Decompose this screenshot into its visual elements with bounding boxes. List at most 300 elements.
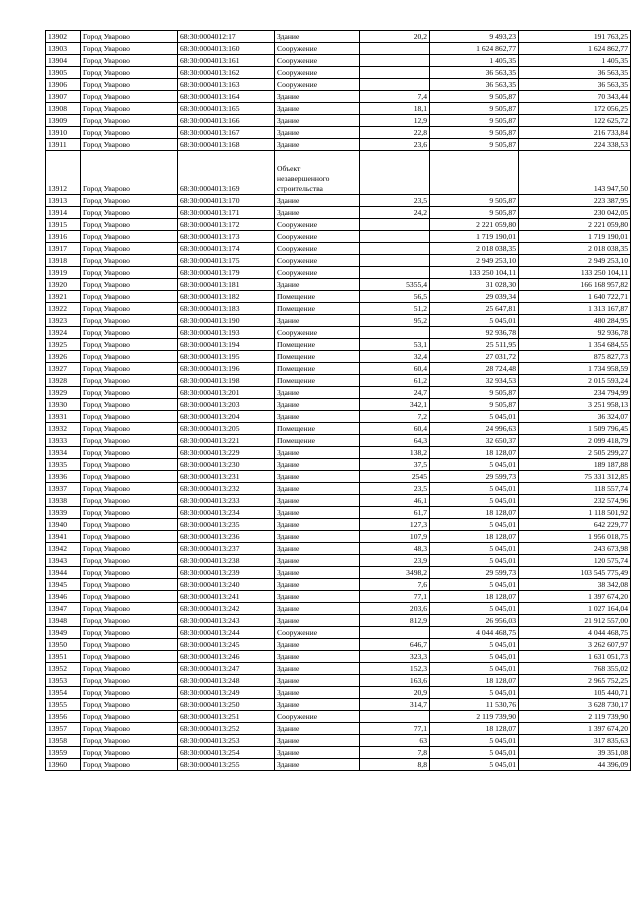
cadastral-value-cell: 3 251 958,13 [519,399,631,411]
cadastral-number-cell: 68:30:0004013:171 [178,207,275,219]
row-number-cell: 13918 [46,255,81,267]
row-number-cell: 13948 [46,615,81,627]
row-number-cell: 13958 [46,735,81,747]
object-type-cell: Здание [275,651,360,663]
object-type-cell: Здание [275,127,360,139]
object-type-cell: Здание [275,687,360,699]
row-number-cell: 13921 [46,291,81,303]
area-cell [360,255,430,267]
cadastral-number-cell: 68:30:0004013:203 [178,399,275,411]
cadastral-value-cell: 223 387,95 [519,195,631,207]
cadastral-value-cell: 105 440,71 [519,687,631,699]
specific-value-cell: 28 724,48 [430,363,519,375]
locality-cell: Город Уварово [81,255,178,267]
table-row [46,699,631,711]
cadastral-number-cell: 68:30:0004013:161 [178,55,275,67]
table-row [46,43,631,55]
cadastral-value-cell: 1 397 674,20 [519,591,631,603]
table-row [46,543,631,555]
area-cell: 7,8 [360,747,430,759]
cadastral-value-cell: 243 673,98 [519,543,631,555]
cadastral-number-cell: 68:30:0004013:221 [178,435,275,447]
cadastral-value-cell: 1 734 958,59 [519,363,631,375]
specific-value-cell: 31 028,30 [430,279,519,291]
locality-cell: Город Уварово [81,139,178,151]
locality-cell: Город Уварово [81,43,178,55]
specific-value-cell: 5 045,01 [430,663,519,675]
cadastral-value-cell: 2 099 418,79 [519,435,631,447]
cadastral-number-cell: 68:30:0004013:183 [178,303,275,315]
object-type-cell: Здание [275,615,360,627]
row-number-cell: 13956 [46,711,81,723]
area-cell: 46,1 [360,495,430,507]
specific-value-cell: 32 934,53 [430,375,519,387]
object-type-cell: Здание [275,483,360,495]
cadastral-value-cell: 133 250 104,11 [519,267,631,279]
area-cell: 8,8 [360,759,430,771]
area-cell: 2545 [360,471,430,483]
cadastral-number-cell: 68:30:0004013:248 [178,675,275,687]
specific-value-cell: 25 647,81 [430,303,519,315]
object-type-cell: Здание [275,115,360,127]
cadastral-number-cell: 68:30:0004013:182 [178,291,275,303]
object-type-cell: Сооружение [275,243,360,255]
locality-cell: Город Уварово [81,55,178,67]
row-number-cell: 13947 [46,603,81,615]
table-row [46,759,631,771]
object-type-cell: Здание [275,447,360,459]
cadastral-number-cell: 68:30:0004013:179 [178,267,275,279]
object-type-cell: Здание [275,543,360,555]
area-cell [360,67,430,79]
area-cell: 77,1 [360,591,430,603]
area-cell: 127,3 [360,519,430,531]
area-cell: 107,9 [360,531,430,543]
area-cell [360,151,430,195]
object-type-cell: Здание [275,387,360,399]
table-row [46,231,631,243]
specific-value-cell: 18 128,07 [430,447,519,459]
object-type-cell: Сооружение [275,79,360,91]
table-row [46,339,631,351]
cadastral-value-cell: 2 965 752,25 [519,675,631,687]
locality-cell: Город Уварово [81,115,178,127]
area-cell: 77,1 [360,723,430,735]
object-type-cell: Здание [275,603,360,615]
cadastral-number-cell: 68:30:0004013:173 [178,231,275,243]
row-number-cell: 13945 [46,579,81,591]
area-cell: 203,6 [360,603,430,615]
cadastral-number-cell: 68:30:0004013:252 [178,723,275,735]
cadastral-value-cell: 75 331 312,85 [519,471,631,483]
cadastral-number-cell: 68:30:0004012:17 [178,31,275,43]
cadastral-number-cell: 68:30:0004013:234 [178,507,275,519]
specific-value-cell: 2 949 253,10 [430,255,519,267]
specific-value-cell: 26 956,03 [430,615,519,627]
specific-value-cell: 36 563,35 [430,79,519,91]
cadastral-number-cell: 68:30:0004013:230 [178,459,275,471]
specific-value-cell: 2 018 038,35 [430,243,519,255]
area-cell: 95,2 [360,315,430,327]
cadastral-value-cell: 3 262 607,97 [519,639,631,651]
row-number-cell: 13922 [46,303,81,315]
locality-cell: Город Уварово [81,423,178,435]
object-type-cell: Сооружение [275,255,360,267]
specific-value-cell: 9 505,87 [430,207,519,219]
object-type-cell: Здание [275,591,360,603]
object-type-cell: Помещение [275,303,360,315]
object-type-cell: Здание [275,699,360,711]
specific-value-cell: 9 505,87 [430,127,519,139]
object-type-cell: Сооружение [275,219,360,231]
table-row [46,723,631,735]
cadastral-value-cell: 70 343,44 [519,91,631,103]
table-row [46,151,631,195]
area-cell [360,711,430,723]
specific-value-cell: 5 045,01 [430,495,519,507]
object-type-cell: Здание [275,495,360,507]
row-number-cell: 13914 [46,207,81,219]
table-row [46,663,631,675]
locality-cell: Город Уварово [81,207,178,219]
cadastral-value-cell: 1 405,35 [519,55,631,67]
area-cell: 12,9 [360,115,430,127]
cadastral-number-cell: 68:30:0004013:237 [178,543,275,555]
area-cell: 56,5 [360,291,430,303]
area-cell: 24,2 [360,207,430,219]
locality-cell: Город Уварово [81,351,178,363]
locality-cell: Город Уварово [81,363,178,375]
table-row [46,555,631,567]
cadastral-number-cell: 68:30:0004013:241 [178,591,275,603]
cadastral-number-cell: 68:30:0004013:250 [178,699,275,711]
cadastral-number-cell: 68:30:0004013:168 [178,139,275,151]
specific-value-cell: 5 045,01 [430,747,519,759]
object-type-cell: Здание [275,471,360,483]
cadastral-value-cell: 1 397 674,20 [519,723,631,735]
cadastral-value-cell: 216 733,84 [519,127,631,139]
cadastral-number-cell: 68:30:0004013:205 [178,423,275,435]
locality-cell: Город Уварово [81,483,178,495]
table-row [46,495,631,507]
cadastral-number-cell: 68:30:0004013:229 [178,447,275,459]
area-cell: 48,3 [360,543,430,555]
object-type-cell: Сооружение [275,231,360,243]
cadastral-number-cell: 68:30:0004013:193 [178,327,275,339]
area-cell: 22,8 [360,127,430,139]
locality-cell: Город Уварово [81,627,178,639]
table-row [46,91,631,103]
row-number-cell: 13912 [46,151,81,195]
specific-value-cell: 5 045,01 [430,639,519,651]
area-cell [360,627,430,639]
specific-value-cell: 5 045,01 [430,459,519,471]
row-number-cell: 13950 [46,639,81,651]
area-cell: 20,9 [360,687,430,699]
object-type-cell: Здание [275,399,360,411]
locality-cell: Город Уварово [81,459,178,471]
table-row [46,139,631,151]
cadastral-value-cell: 39 351,08 [519,747,631,759]
specific-value-cell: 9 505,87 [430,103,519,115]
row-number-cell: 13909 [46,115,81,127]
row-number-cell: 13942 [46,543,81,555]
table-row [46,519,631,531]
table-row [46,103,631,115]
row-number-cell: 13903 [46,43,81,55]
specific-value-cell: 18 128,07 [430,591,519,603]
object-type-cell: Здание [275,555,360,567]
specific-value-cell: 5 045,01 [430,579,519,591]
locality-cell: Город Уварово [81,567,178,579]
object-type-cell: Помещение [275,291,360,303]
cadastral-number-cell: 68:30:0004013:172 [178,219,275,231]
table-row [46,591,631,603]
table-row [46,651,631,663]
cadastral-value-cell: 2 119 739,90 [519,711,631,723]
cadastral-number-cell: 68:30:0004013:166 [178,115,275,127]
locality-cell: Город Уварово [81,759,178,771]
cadastral-value-cell: 317 835,63 [519,735,631,747]
cadastral-number-cell: 68:30:0004013:235 [178,519,275,531]
table-row [46,315,631,327]
cadastral-number-cell: 68:30:0004013:239 [178,567,275,579]
cadastral-value-cell: 232 574,96 [519,495,631,507]
area-cell: 7,6 [360,579,430,591]
area-cell [360,55,430,67]
locality-cell: Город Уварово [81,151,178,195]
table-row [46,615,631,627]
table-row [46,351,631,363]
object-type-cell: Здание [275,531,360,543]
row-number-cell: 13911 [46,139,81,151]
row-number-cell: 13941 [46,531,81,543]
area-cell: 138,2 [360,447,430,459]
cadastral-number-cell: 68:30:0004013:253 [178,735,275,747]
table-row [46,291,631,303]
area-cell: 60,4 [360,363,430,375]
object-type-cell: Здание [275,207,360,219]
area-cell: 24,7 [360,387,430,399]
cadastral-number-cell: 68:30:0004013:194 [178,339,275,351]
table-row [46,219,631,231]
row-number-cell: 13932 [46,423,81,435]
cadastral-value-cell: 36 324,07 [519,411,631,423]
table-row [46,363,631,375]
locality-cell: Город Уварово [81,127,178,139]
table-row [46,207,631,219]
locality-cell: Город Уварово [81,675,178,687]
area-cell: 342,1 [360,399,430,411]
locality-cell: Город Уварово [81,243,178,255]
object-type-cell: Сооружение [275,627,360,639]
table-row [46,687,631,699]
specific-value-cell: 5 045,01 [430,483,519,495]
locality-cell: Город Уварово [81,543,178,555]
specific-value-cell: 5 045,01 [430,735,519,747]
cadastral-value-cell: 36 563,35 [519,67,631,79]
area-cell: 23,5 [360,195,430,207]
specific-value-cell: 18 128,07 [430,507,519,519]
specific-value-cell: 5 045,01 [430,411,519,423]
cadastral-value-cell: 2 505 299,27 [519,447,631,459]
locality-cell: Город Уварово [81,375,178,387]
object-type-cell: Здание [275,579,360,591]
object-type-cell: Здание [275,411,360,423]
specific-value-cell: 5 045,01 [430,687,519,699]
table-row [46,675,631,687]
table-row [46,303,631,315]
area-cell: 53,1 [360,339,430,351]
table-row [46,375,631,387]
area-cell: 314,7 [360,699,430,711]
cadastral-number-cell: 68:30:0004013:244 [178,627,275,639]
locality-cell: Город Уварово [81,219,178,231]
locality-cell: Город Уварово [81,387,178,399]
area-cell [360,231,430,243]
cadastral-number-cell: 68:30:0004013:201 [178,387,275,399]
locality-cell: Город Уварово [81,411,178,423]
object-type-cell: Объект незавершенного строительства [275,151,360,195]
document-page [45,30,630,771]
table-row [46,471,631,483]
area-cell: 5355,4 [360,279,430,291]
area-cell: 63 [360,735,430,747]
row-number-cell: 13952 [46,663,81,675]
area-cell: 61,7 [360,507,430,519]
specific-value-cell: 18 128,07 [430,675,519,687]
cadastral-value-cell: 1 354 684,55 [519,339,631,351]
object-type-cell: Здание [275,31,360,43]
cadastral-number-cell: 68:30:0004013:162 [178,67,275,79]
cadastral-value-cell: 103 545 775,49 [519,567,631,579]
cadastral-number-cell: 68:30:0004013:254 [178,747,275,759]
row-number-cell: 13928 [46,375,81,387]
cadastral-value-cell: 1 027 164,04 [519,603,631,615]
cadastral-value-cell: 768 355,02 [519,663,631,675]
cadastral-number-cell: 68:30:0004013:232 [178,483,275,495]
specific-value-cell: 5 045,01 [430,603,519,615]
locality-cell: Город Уварово [81,195,178,207]
table-row [46,483,631,495]
table-row [46,255,631,267]
specific-value-cell: 1 405,35 [430,55,519,67]
locality-cell: Город Уварово [81,31,178,43]
area-cell [360,43,430,55]
cadastral-value-cell: 1 313 167,87 [519,303,631,315]
cadastral-number-cell: 68:30:0004013:240 [178,579,275,591]
object-type-cell: Помещение [275,435,360,447]
row-number-cell: 13939 [46,507,81,519]
area-cell: 163,6 [360,675,430,687]
object-type-cell: Помещение [275,423,360,435]
row-number-cell: 13923 [46,315,81,327]
cadastral-value-cell: 1 719 190,01 [519,231,631,243]
specific-value-cell: 29 599,73 [430,471,519,483]
cadastral-number-cell: 68:30:0004013:175 [178,255,275,267]
cadastral-value-cell: 2 015 593,24 [519,375,631,387]
cadastral-value-cell: 92 936,78 [519,327,631,339]
cadastral-value-cell: 1 631 051,73 [519,651,631,663]
row-number-cell: 13916 [46,231,81,243]
table-row [46,279,631,291]
cadastral-number-cell: 68:30:0004013:165 [178,103,275,115]
area-cell: 7,4 [360,91,430,103]
cadastral-value-cell: 172 056,25 [519,103,631,115]
cadastral-number-cell: 68:30:0004013:246 [178,651,275,663]
object-type-cell: Здание [275,139,360,151]
table-body [46,31,631,771]
row-number-cell: 13960 [46,759,81,771]
cadastral-number-cell: 68:30:0004013:255 [178,759,275,771]
cadastral-number-cell: 68:30:0004013:174 [178,243,275,255]
row-number-cell: 13954 [46,687,81,699]
table-row [46,423,631,435]
row-number-cell: 13925 [46,339,81,351]
object-type-cell: Сооружение [275,55,360,67]
area-cell: 37,5 [360,459,430,471]
cadastral-number-cell: 68:30:0004013:169 [178,151,275,195]
row-number-cell: 13949 [46,627,81,639]
specific-value-cell: 5 045,01 [430,759,519,771]
specific-value-cell: 9 505,87 [430,399,519,411]
table-row [46,79,631,91]
cadastral-number-cell: 68:30:0004013:190 [178,315,275,327]
locality-cell: Город Уварово [81,327,178,339]
cadastral-value-cell: 118 557,74 [519,483,631,495]
table-row [46,67,631,79]
locality-cell: Город Уварово [81,639,178,651]
area-cell: 32,4 [360,351,430,363]
row-number-cell: 13915 [46,219,81,231]
table-row [46,447,631,459]
cadastral-number-cell: 68:30:0004013:245 [178,639,275,651]
cadastral-value-cell: 44 396,09 [519,759,631,771]
object-type-cell: Сооружение [275,67,360,79]
row-number-cell: 13944 [46,567,81,579]
locality-cell: Город Уварово [81,315,178,327]
locality-cell: Город Уварово [81,91,178,103]
locality-cell: Город Уварово [81,711,178,723]
locality-cell: Город Уварово [81,103,178,115]
cadastral-value-cell: 234 794,99 [519,387,631,399]
row-number-cell: 13920 [46,279,81,291]
specific-value-cell: 2 221 059,80 [430,219,519,231]
area-cell: 60,4 [360,423,430,435]
locality-cell: Город Уварово [81,579,178,591]
table-row [46,243,631,255]
object-type-cell: Здание [275,723,360,735]
cadastral-value-cell: 1 509 796,45 [519,423,631,435]
table-row [46,639,631,651]
object-type-cell: Здание [275,315,360,327]
area-cell: 23,5 [360,483,430,495]
row-number-cell: 13951 [46,651,81,663]
specific-value-cell: 9 505,87 [430,91,519,103]
object-type-cell: Сооружение [275,267,360,279]
cadastral-number-cell: 68:30:0004013:242 [178,603,275,615]
object-type-cell: Сооружение [275,327,360,339]
cadastral-number-cell: 68:30:0004013:233 [178,495,275,507]
cadastral-number-cell: 68:30:0004013:170 [178,195,275,207]
table-row [46,387,631,399]
cadastral-value-cell: 480 284,95 [519,315,631,327]
row-number-cell: 13913 [46,195,81,207]
object-type-cell: Здание [275,279,360,291]
table-row [46,31,631,43]
area-cell [360,219,430,231]
specific-value-cell: 29 039,34 [430,291,519,303]
